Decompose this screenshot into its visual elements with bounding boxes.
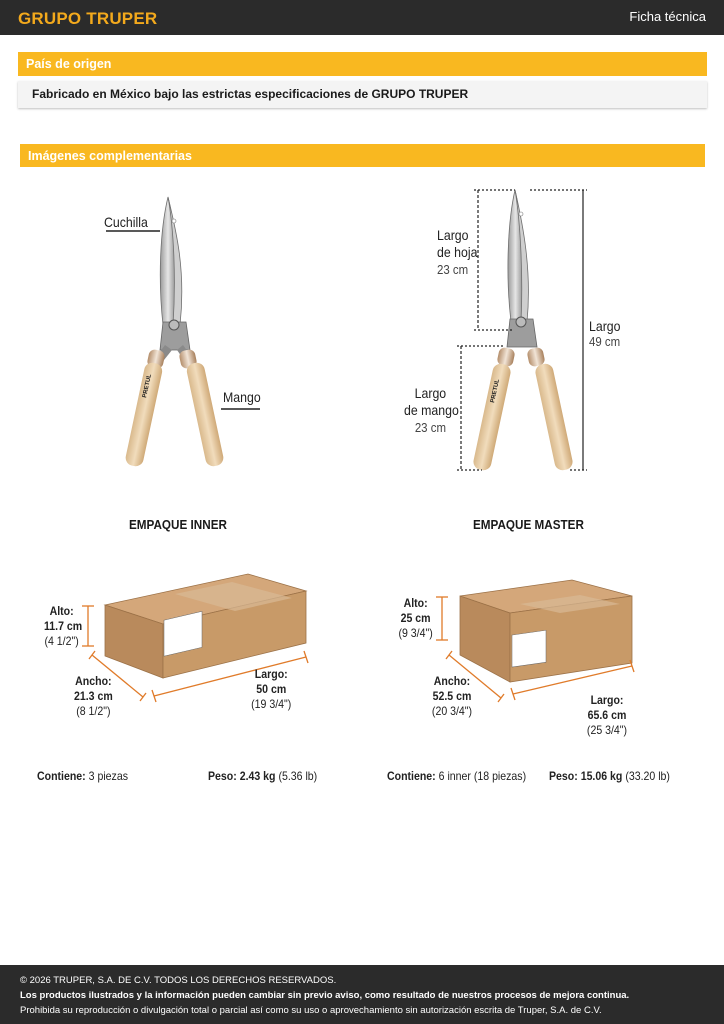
inner-contents: Contiene: 3 piezas <box>37 769 128 783</box>
svg-text:PRETUL: PRETUL <box>490 378 501 404</box>
handle-label: Mango <box>223 389 261 405</box>
page-footer <box>0 965 724 1024</box>
brand-logo: GRUPO TRUPER <box>18 9 158 28</box>
copyright-text: © 2026 TRUPER, S.A. DE C.V. TODOS LOS DERECHOS RESERVADOS. <box>20 975 337 986</box>
inner-package-title: EMPAQUE INNER <box>129 517 227 532</box>
origin-text: Fabricado en México bajo las estrictas especificaciones de GRUPO TRUPER <box>18 81 707 108</box>
inner-alto: Alto: 11.7 cm (4 1/2") <box>44 604 83 648</box>
master-weight: Peso: 15.06 kg (33.20 lb) <box>549 769 670 783</box>
document-type: Ficha técnica <box>629 9 706 24</box>
master-contents: Contiene: 6 inner (18 piezas) <box>387 769 527 783</box>
master-package-title: EMPAQUE MASTER <box>473 517 584 532</box>
master-largo: Largo: 65.6 cm (25 3/4") <box>586 693 628 737</box>
blade-label: Cuchilla <box>104 214 148 230</box>
inner-largo: Largo: 50 cm (19 3/4") <box>251 667 292 711</box>
total-length-label: Largo 49 cm <box>589 318 621 349</box>
svg-text:PRETUL: PRETUL <box>142 373 153 399</box>
legal-text: Prohibida su reproducción o divulgación total o parcial así como su uso o aprovechamiento sin autorización escrita de Truper, S.A. de C.V. <box>20 1005 602 1016</box>
disclaimer-text: Los productos ilustrados y la información pueden cambiar sin previo aviso, como resultado de nuestros procesos de mejora continua. <box>20 990 630 1001</box>
shears-left-drawing <box>106 197 260 468</box>
inner-weight: Peso: 2.43 kg (5.36 lb) <box>208 769 318 783</box>
origin-section-title: País de origen <box>18 52 707 76</box>
master-alto: Alto: 25 cm (9 3/4") <box>398 596 433 640</box>
inner-ancho: Ancho: 21.3 cm (8 1/2") <box>74 674 113 718</box>
handle-length-label: Largo de mango 23 cm <box>404 385 459 435</box>
images-section-title: Imágenes complementarias <box>20 144 705 167</box>
blade-length-label: Largo de hoja 23 cm <box>437 227 478 277</box>
master-ancho: Ancho: 52.5 cm (20 3/4") <box>431 674 473 718</box>
